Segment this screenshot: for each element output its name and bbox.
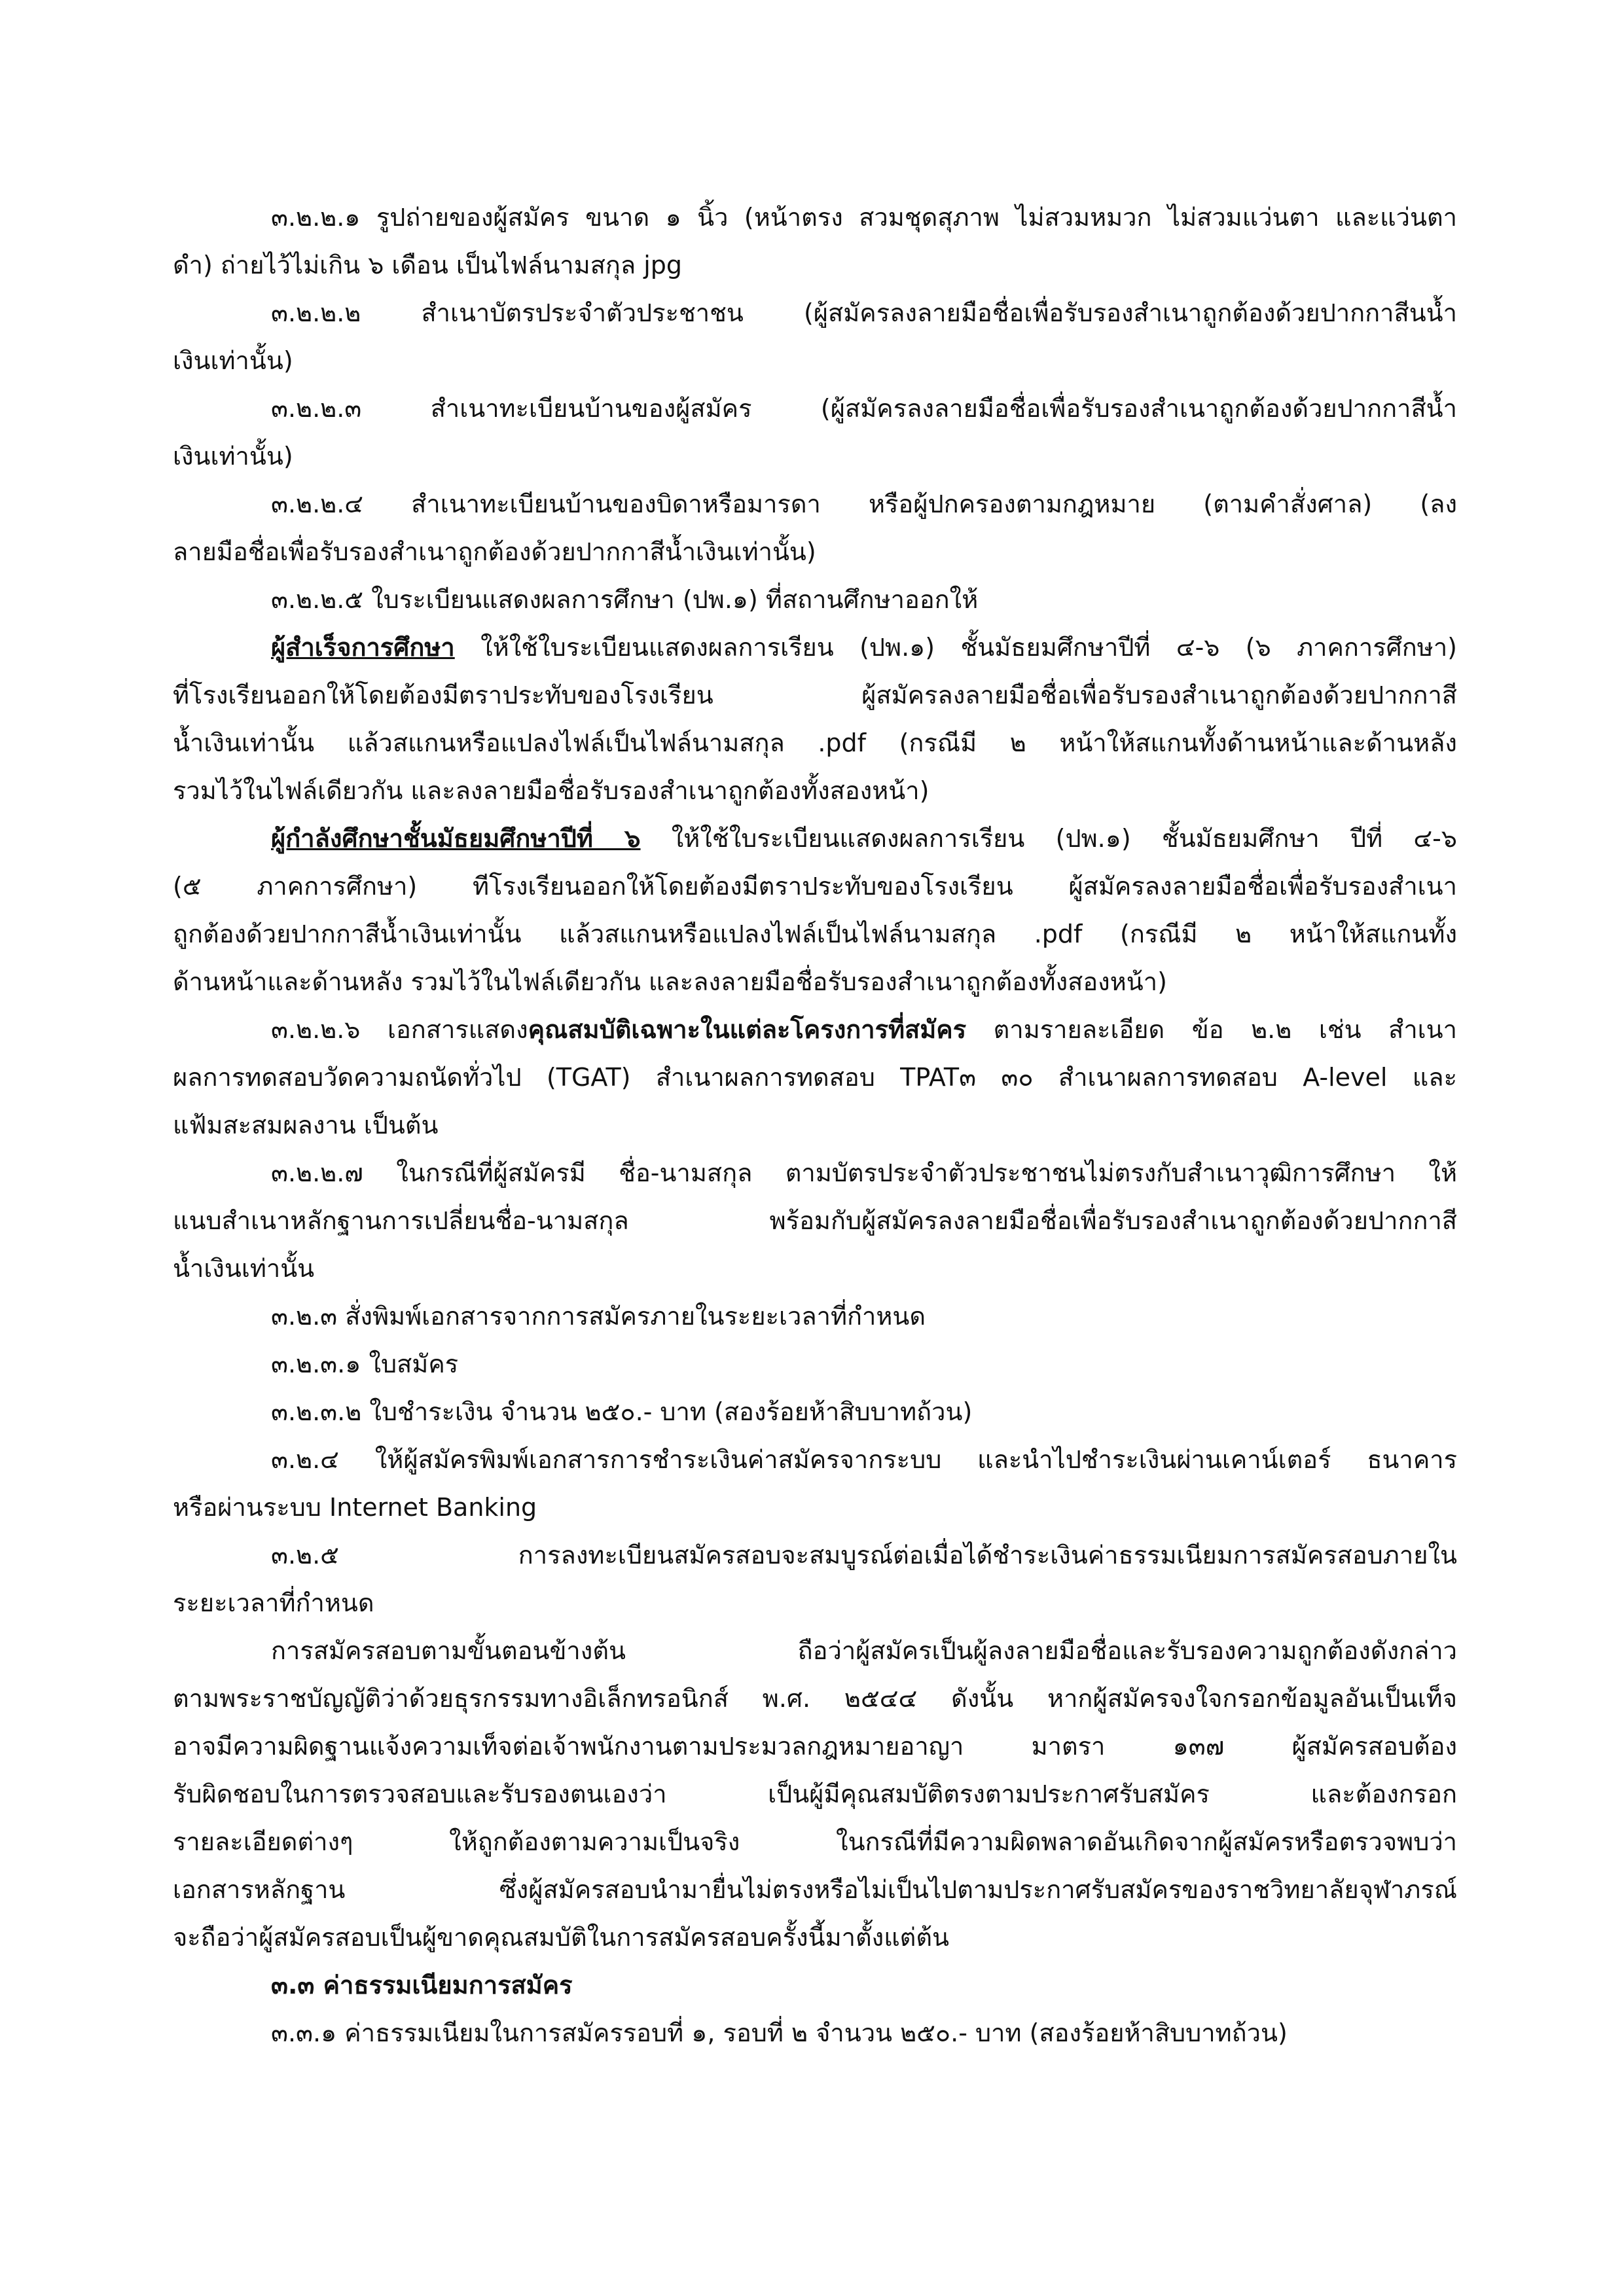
text-segment: ๓.๒.๒.๕ ใบระเบียนแสดงผลการศึกษา (ปพ.๑) ที่สถานศึกษาออกให้ — [271, 585, 979, 614]
text-segment: รับผิดชอบในการตรวจสอบและรับรองตนเองว่า เป็นผู้มีคุณสมบัติตรงตามประกาศรับสมัคร และต้องกรอก — [173, 1780, 1457, 1808]
text-segment: ๓.๓.๑ ค่าธรรมเนียมในการสมัครรอบที่ ๑, รอบที่ ๒ จำนวน ๒๕๐.- บาท (สองร้อยห้าสิบบาทถ้วน) — [271, 2018, 1288, 2047]
text-line — [173, 194, 1457, 242]
text-segment: ด้านหน้าและด้านหลัง รวมไว้ในไฟล์เดียวกัน และลงลายมือชื่อรับรองสำเนาถูกต้องทั้งสองหน้า) — [173, 967, 1167, 996]
text-segment: ตามรายละเอียด ข้อ ๒.๒ เช่น สำเนา — [966, 1015, 1457, 1044]
text-line — [173, 1627, 1457, 1675]
text-segment: ดำ) ถ่ายไว้ไม่เกิน ๖ เดือน เป็นไฟล์นามสกุล jpg — [173, 251, 683, 279]
text-line — [173, 528, 1457, 576]
text-segment: ๓.๒.๒.๖ เอกสารแสดง — [271, 1015, 528, 1044]
text-segment: เงินเท่านั้น) — [173, 346, 293, 375]
text-segment: ที่โรงเรียนออกให้โดยต้องมีตราประทับของโรงเรียน ผู้สมัครลงลายมือชื่อเพื่อรับรองสำเนาถูกต้องด้วยปากกาสี — [173, 681, 1457, 709]
text-line — [173, 1102, 1457, 1149]
text-line — [173, 1388, 1457, 1436]
text-segment: รวมไว้ในไฟล์เดียวกัน และลงลายมือชื่อรับรองสำเนาถูกต้องทั้งสองหน้า) — [173, 776, 929, 805]
text-segment: ๓.๒.๒.๒ สำเนาบัตรประจำตัวประชาชน (ผู้สมัครลงลายมือชื่อเพื่อรับรองสำเนาถูกต้องด้วยปากกาสีนน้ำ — [271, 298, 1457, 327]
text-segment: ให้ใช้ใบระเบียนแสดงผลการเรียน (ปพ.๑) ชั้นมัธยมศึกษา ปีที่ ๔-๖ — [640, 824, 1457, 853]
text-line — [173, 242, 1457, 289]
text-segment: ๓.๒.๓.๑ ใบสมัคร — [271, 1350, 459, 1378]
text-segment: น้ำเงินเท่านั้น — [173, 1254, 315, 1283]
text-line — [173, 1962, 1457, 2009]
text-segment: รายละเอียดต่างๆ ให้ถูกต้องตามความเป็นจริง ในกรณีที่มีความผิดพลาดอันเกิดจากผู้สมัครหรือตรวจพบว่า — [173, 1827, 1457, 1856]
text-line — [173, 1436, 1457, 1484]
text-segment: ๓.๒.๓ สั่งพิมพ์เอกสารจากการสมัครภายในระยะเวลาที่กำหนด — [271, 1302, 926, 1331]
text-segment: การสมัครสอบตามขั้นตอนข้างต้น ถือว่าผู้สมัครเป็นผู้ลงลายมือชื่อและรับรองความถูกต้องดังกล่าว — [271, 1636, 1457, 1665]
text-line — [173, 1675, 1457, 1723]
text-line — [173, 672, 1457, 719]
text-line — [173, 1197, 1457, 1245]
text-line — [173, 1723, 1457, 1770]
text-segment: ๓.๒.๕ การลงทะเบียนสมัครสอบจะสมบูรณ์ต่อเมื่อได้ชำระเงินค่าธรรมเนียมการสมัครสอบภายใน — [271, 1541, 1457, 1570]
text-line — [173, 719, 1457, 767]
text-segment: เอกสารหลักฐาน ซึ่งผู้สมัครสอบนำมายื่นไม่ตรงหรือไม่เป็นไปตามประกาศรับสมัครของราชวิทยาลัยจุฬาภรณ์ — [173, 1875, 1457, 1904]
bold-text: ๓.๓ ค่าธรรมเนียมการสมัคร — [271, 1971, 573, 2000]
text-segment: ๓.๒.๒.๗ ในกรณีที่ผู้สมัครมี ชื่อ-นามสกุล ตามบัตรประจำตัวประชาชนไม่ตรงกับสำเนาวุฒิการศึกษา ให้ — [271, 1158, 1457, 1187]
text-segment: ๓.๒.๓.๒ ใบชำระเงิน จำนวน ๒๕๐.- บาท (สองร้อยห้าสิบบาทถ้วน) — [271, 1397, 973, 1426]
bold-text: คุณสมบัติเฉพาะในแต่ละโครงการที่สมัคร — [528, 1015, 967, 1044]
text-segment: ตามพระราชบัญญัติว่าด้วยธุรกรรมทางอิเล็กทรอนิกส์ พ.ศ. ๒๕๔๔ ดังนั้น หากผู้สมัครจงใจกรอกข้อมูลอันเป็นเท็จ — [173, 1684, 1457, 1713]
text-line — [173, 910, 1457, 958]
text-line — [173, 1149, 1457, 1197]
text-segment: ให้ใช้ใบระเบียนแสดงผลการเรียน (ปพ.๑) ชั้นมัธยมศึกษาปีที่ ๔-๖ (๖ ภาคการศึกษา) — [454, 633, 1457, 662]
text-segment: ระยะเวลาที่กำหนด — [173, 1588, 374, 1617]
text-line — [173, 1484, 1457, 1532]
text-segment: เงินเท่านั้น) — [173, 442, 293, 471]
text-segment: ลายมือชื่อเพื่อรับรองสำเนาถูกต้องด้วยปากกาสีน้ำเงินเท่านั้น) — [173, 537, 816, 566]
text-line — [173, 1054, 1457, 1102]
text-line — [173, 1245, 1457, 1293]
text-line — [173, 2009, 1457, 2057]
text-line — [173, 1770, 1457, 1818]
text-line — [173, 385, 1457, 433]
text-line — [173, 337, 1457, 385]
text-segment: แฟ้มสะสมผลงาน เป็นต้น — [173, 1111, 439, 1139]
text-line — [173, 1006, 1457, 1054]
text-segment: แนบสำเนาหลักฐานการเปลี่ยนชื่อ-นามสกุล พร้อมกับผู้สมัครลงลายมือชื่อเพื่อรับรองสำเนาถูกต้องด้วยปากกาสี — [173, 1206, 1457, 1235]
text-segment: ๓.๒.๒.๔ สำเนาทะเบียนบ้านของบิดาหรือมารดา หรือผู้ปกครองตามกฎหมาย (ตามคำสั่งศาล) (ลง — [271, 490, 1457, 518]
text-line — [173, 1914, 1457, 1962]
text-line — [173, 1866, 1457, 1914]
underlined-heading: ผู้สำเร็จการศึกษา — [271, 633, 455, 662]
text-line — [173, 624, 1457, 672]
text-line — [173, 1532, 1457, 1579]
text-line — [173, 1293, 1457, 1340]
text-line — [173, 289, 1457, 337]
text-line — [173, 433, 1457, 480]
text-line — [173, 767, 1457, 815]
text-line — [173, 1818, 1457, 1866]
text-segment: จะถือว่าผู้สมัครสอบเป็นผู้ขาดคุณสมบัติในการสมัครสอบครั้งนี้มาตั้งแต่ต้น — [173, 1923, 950, 1952]
text-line — [173, 480, 1457, 528]
text-segment: หรือผ่านระบบ Internet Banking — [173, 1493, 537, 1522]
text-line — [173, 815, 1457, 863]
text-segment: ๓.๒.๒.๑ รูปถ่ายของผู้สมัคร ขนาด ๑ นิ้ว (หน้าตรง สวมชุดสุภาพ ไม่สวมหมวก ไม่สวมแว่นตา และแว่นตา — [271, 203, 1457, 232]
text-segment: ผลการทดสอบวัดความถนัดทั่วไป (TGAT) สำเนาผลการทดสอบ TPAT๓ ๓๐ สำเนาผลการทดสอบ A-level และ — [173, 1063, 1457, 1092]
text-line — [173, 1340, 1457, 1388]
text-segment: อาจมีความผิดฐานแจ้งความเท็จต่อเจ้าพนักงานตามประมวลกฎหมายอาญา มาตรา ๑๓๗ ผู้สมัครสอบต้อง — [173, 1732, 1457, 1761]
text-segment: น้ำเงินเท่านั้น แล้วสแกนหรือแปลงไฟล์เป็นไฟล์นามสกุล .pdf (กรณีมี ๒ หน้าให้สแกนทั้งด้านหน้าและด้านหลัง — [173, 728, 1457, 757]
underlined-heading: ผู้กำลังศึกษาชั้นมัธยมศึกษาปีที่ ๖ — [271, 824, 641, 853]
text-line — [173, 863, 1457, 910]
text-segment: ถูกต้องด้วยปากกาสีน้ำเงินเท่านั้น แล้วสแกนหรือแปลงไฟล์เป็นไฟล์นามสกุล .pdf (กรณีมี ๒ หน้าให้สแกนทั้ง — [173, 920, 1457, 948]
text-line — [173, 1579, 1457, 1627]
text-line — [173, 576, 1457, 624]
text-segment: ๓.๒.๔ ให้ผู้สมัครพิมพ์เอกสารการชำระเงินค่าสมัครจากระบบ และนำไปชำระเงินผ่านเคาน์เตอร์ ธนาคาร — [271, 1445, 1457, 1474]
text-segment: ๓.๒.๒.๓ สำเนาทะเบียนบ้านของผู้สมัคร (ผู้สมัครลงลายมือชื่อเพื่อรับรองสำเนาถูกต้องด้วยปากกาสีน้ำ — [271, 394, 1457, 423]
text-line — [173, 958, 1457, 1006]
text-segment: (๕ ภาคการศึกษา) ทีโรงเรียนออกให้โดยต้องมีตราประทับของโรงเรียน ผู้สมัครลงลายมือชื่อเพื่อรับรองสำเนา — [173, 872, 1457, 901]
